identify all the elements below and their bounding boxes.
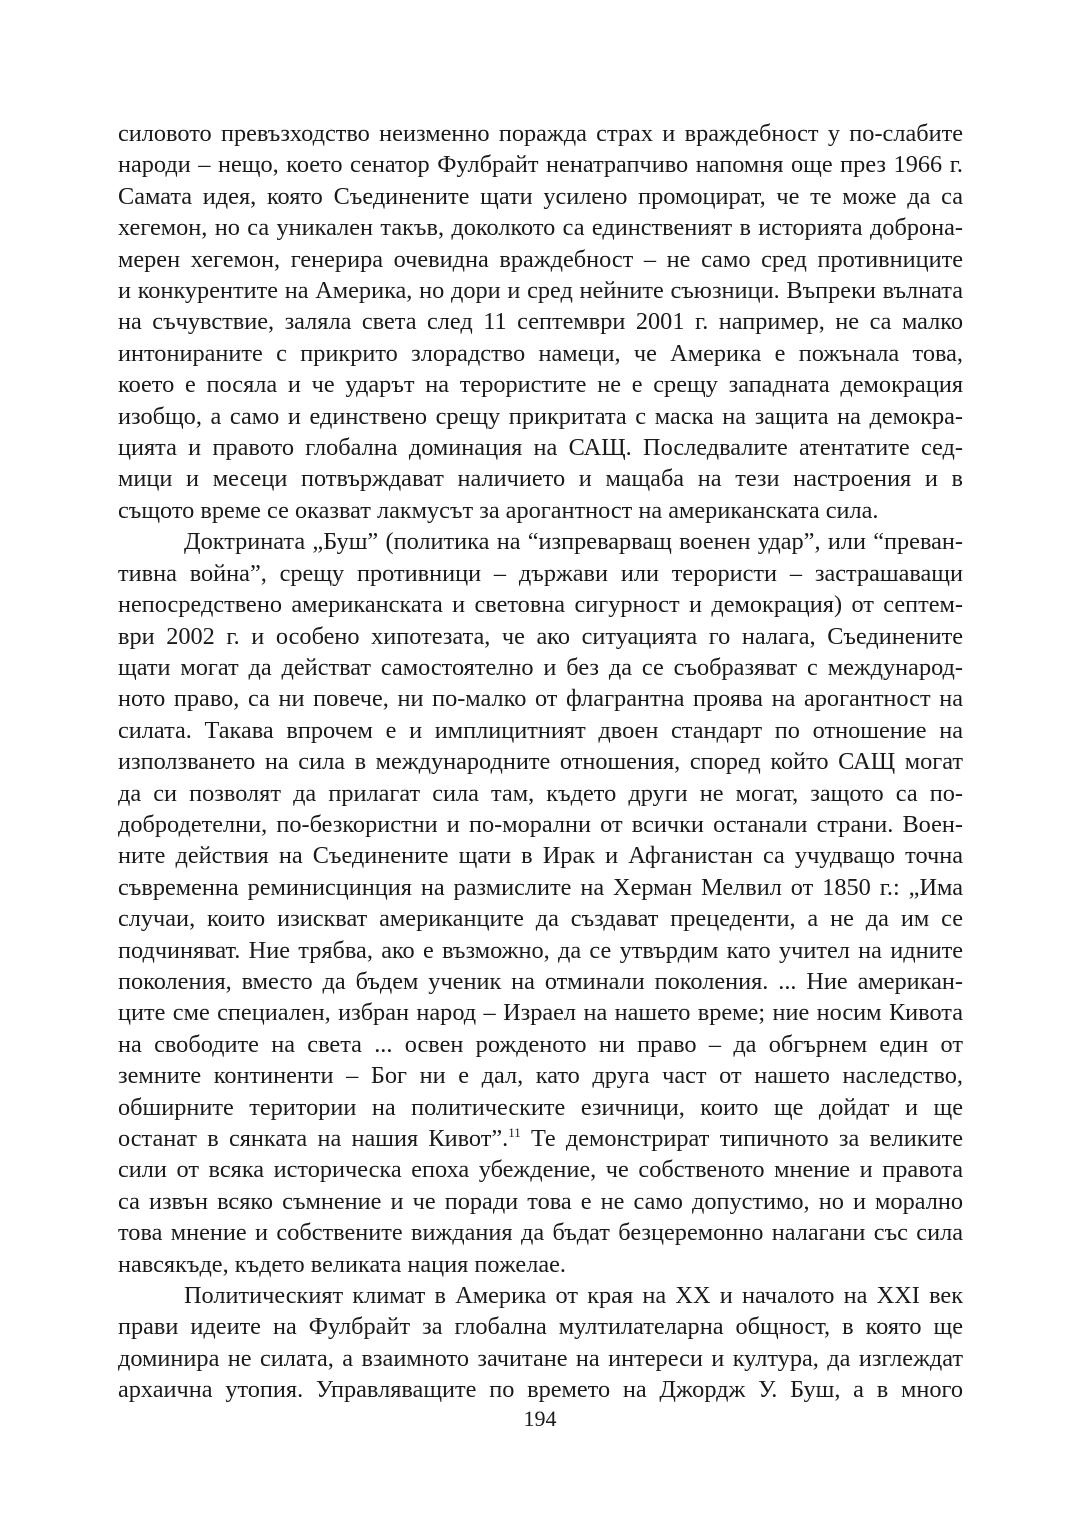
text-line: хегемон, но са уникален такъв, доколкото са единственият в историята доброна-: [118, 214, 963, 242]
page-number: 194: [523, 1406, 557, 1431]
footnote-marker[interactable]: 11: [508, 1125, 521, 1140]
text-line: подчиняват. Ние трябва, ако е възможно, да се утвърдим като учител на идните: [118, 936, 963, 964]
text-line: мерен хегемон, генерира очевидна враждебност – не само сред противниците: [118, 245, 963, 273]
text-line: са извън всяко съмнение и че поради това е не само допустимо, но и морално: [118, 1187, 963, 1215]
text-line: сили от всяка историческа епоха убеждение, че собственото мнение и правота: [118, 1156, 963, 1184]
text-line: тивна война”, срещу противници – държави или терористи – застрашаващи: [118, 559, 963, 587]
text-segment: останат в сянката на нашия Кивот”.: [118, 1125, 509, 1152]
paragraph-1: [118, 118, 963, 526]
text-line: щати могат да действат самостоятелно и без да се съобразяват с международ-: [118, 653, 963, 681]
text-line: силовото превъзходство неизменно поражда страх и враждебност у по-слабите: [118, 120, 963, 147]
paragraph-2: [118, 526, 963, 1280]
text-line-with-footnote: [118, 1123, 963, 1154]
text-line: ври 2002 г. и особено хипотезата, че ако ситуацията го налага, Съединените: [118, 622, 963, 650]
text-line: интонираните с прикрито злорадство намеци, че Америка е пожънала това,: [118, 339, 963, 367]
text-line: изобщо, а само и единствено срещу прикритата с маска на защита на демокра-: [118, 402, 963, 430]
text-line: непосредствено американската и световна сигурност и демокрация) от септем-: [118, 591, 963, 619]
text-line: силата. Такава впрочем е и имплицитният двоен стандарт по отношение на: [118, 716, 963, 744]
text-line: поколения, вместо да бъдем ученик на отминали поколения. ... Ние американ-: [118, 967, 963, 995]
text-line: и конкурентите на Америка, но дори и сред нейните съюзници. Въпреки вълната: [118, 277, 963, 305]
page-body: [118, 118, 963, 1406]
text-line: Доктрината „Буш” (политика на “изпреварващ военен удар”, или “преван-: [184, 528, 963, 556]
text-line: добродетелни, по-безкористни и по-морални от всички останали страни. Воен-: [118, 810, 963, 838]
text-line: Политическият климат в Америка от края на XX и началото на XXI век: [184, 1282, 963, 1310]
text-line: същото време се оказват лакмусът за арогантност на американската сила.: [118, 496, 879, 524]
text-line: цията и правото глобална доминация на САЩ. Последвалите атентатите сед-: [118, 434, 963, 462]
text-line: земните континенти – Бог ни е дал, като друга част от нашето наследство,: [118, 1062, 963, 1090]
text-line: на свободите на света ... освен рожденото ни право – да обгърнем един от: [118, 1030, 963, 1058]
paragraph-3: [118, 1280, 963, 1406]
text-line: ците сме специален, избран народ – Израел на нашето време; ние носим Кивота: [118, 999, 963, 1027]
text-line: прави идеите на Фулбрайт за глобална мултилателарна общност, в която ще: [118, 1313, 963, 1341]
text-line: това мнение и собствените виждания да бъдат безцеремонно налагани със сила: [118, 1219, 963, 1247]
text-line: мици и месеци потвърждават наличието и мащаба на тези настроения и в: [118, 465, 963, 493]
text-line: ните действия на Съединените щати в Ирак и Афганистан са учудващо точна: [118, 842, 963, 870]
text-line: да си позволят да прилагат сила там, където други не могат, защото са по-: [118, 779, 963, 807]
text-segment: Те демонстрират типичното за великите: [520, 1125, 963, 1152]
text-line: народи – нещо, което сенатор Фулбрайт ненатрапчиво напомня още през 1966 г.: [118, 151, 963, 179]
text-line: съвременна реминисцинция на размислите на Херман Мелвил от 1850 г.: „Има: [118, 873, 963, 901]
text-line: използването на сила в международните отношения, според който САЩ могат: [118, 748, 963, 776]
text-line: архаична утопия. Управляващите по времето на Джордж У. Буш, а в много: [118, 1376, 963, 1404]
text-line: Самата идея, която Съединените щати усилено промоцират, че те може да са: [118, 182, 963, 210]
text-line: случаи, които изискват американците да създават прецеденти, а не да им се: [118, 905, 963, 933]
text-line: доминира не силата, а взаимното зачитане на интереси и култура, да изглеждат: [118, 1344, 963, 1372]
text-line: ното право, са ни повече, ни по-малко от флагрантна проява на арогантност на: [118, 685, 963, 713]
text-line: което е посяла и че ударът на терористите не е срещу западната демокрация: [118, 371, 963, 399]
text-line: навсякъде, където великата нация пожелае.: [118, 1250, 566, 1278]
text-line: обширните територии на политическите езичници, които ще дойдат и ще: [118, 1093, 963, 1121]
text-line: на съчувствие, заляла света след 11 септември 2001 г. например, не са малко: [118, 308, 963, 336]
